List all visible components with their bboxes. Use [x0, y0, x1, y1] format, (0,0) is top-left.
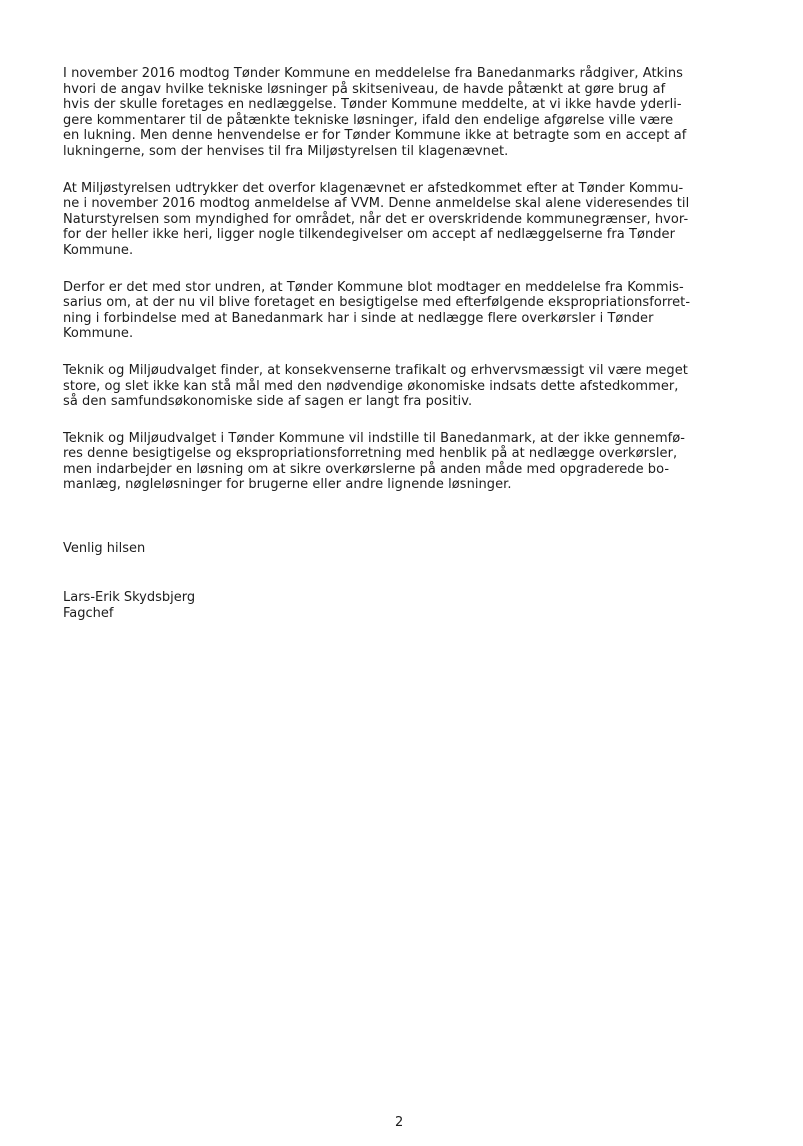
text-line: hvis der skulle foretages en nedlæggelse. Tønder Kommune meddelte, at vi ikke havde yderli-	[63, 97, 682, 113]
signature-block	[63, 590, 195, 622]
text-line: res denne besigtigelse og ekspropriationsforretning med henblik på at nedlægge overkørsler,	[63, 446, 678, 462]
text-line: I november 2016 modtog Tønder Kommune en meddelelse fra Banedanmarks rådgiver, Atkins	[63, 66, 683, 81]
signatory-title: Fagchef	[63, 606, 114, 621]
text-line: sarius om, at der nu vil blive foretaget en besigtigelse med efterfølgende ekspropriationsforret-	[63, 295, 691, 311]
text-line: Derfor er det med stor undren, at Tønder Kommune blot modtager en meddelelse fra Kommis-	[63, 279, 684, 295]
paragraph-4	[63, 363, 743, 410]
text-line: Naturstyrelsen som myndighed for området, når det er overskridende kommunegrænser, hvor-	[63, 211, 689, 227]
text-line: hvori de angav hvilke tekniske løsninger på skitseniveau, de havde påtænkt at gøre brug af	[63, 81, 666, 97]
text-line: Kommune.	[63, 242, 134, 258]
text-line: ne i november 2016 modtog anmeldelse af VVM. Denne anmeldelse skal alene videresendes til	[63, 196, 690, 212]
paragraph-2	[63, 181, 743, 259]
text-line: Teknik og Miljøudvalget i Tønder Kommune vil indstille til Banedanmark, at der ikke gennemfø-	[63, 430, 686, 446]
text-line: manlæg, nøgleløsninger for brugerne eller andre lignende løsninger.	[63, 477, 512, 493]
signatory-name: Lars-Erik Skydsbjerg	[63, 590, 196, 605]
text-line: At Miljøstyrelsen udtrykker det overfor klagenævnet er afstedkommet efter at Tønder Kommu-	[63, 180, 684, 196]
text-line: så den samfundsøkonomiske side af sagen er langt fra positiv.	[63, 394, 473, 410]
text-line: Teknik og Miljøudvalget finder, at konsekvenserne trafikalt og erhvervsmæssigt vil være meget	[63, 362, 688, 378]
text-line: gere kommentarer til de påtænkte tekniske løsninger, ifald den endelige afgørelse ville være	[63, 112, 674, 128]
letter-body	[63, 66, 743, 514]
paragraph-5	[63, 431, 743, 493]
text-line: men indarbejder en løsning om at sikre overkørslerne på anden måde med opgraderede bo-	[63, 461, 670, 477]
page-number: 2	[395, 1115, 404, 1130]
paragraph-1	[63, 66, 743, 160]
text-line: en lukning. Men denne henvendelse er for Tønder Kommune ikke at betragte som en accept af	[63, 128, 687, 144]
text-line: lukningerne, som der henvises til fra Miljøstyrelsen til klagenævnet.	[63, 143, 509, 159]
closing-greeting: Venlig hilsen	[63, 541, 146, 556]
text-line: ning i forbindelse med at Banedanmark har i sinde at nedlægge flere overkørsler i Tønder	[63, 310, 654, 326]
text-line: Kommune.	[63, 326, 134, 342]
text-line: for der heller ikke heri, ligger nogle tilkendegivelser om accept af nedlæggelserne fra Tønder	[63, 227, 675, 243]
paragraph-3	[63, 280, 743, 342]
text-line: store, og slet ikke kan stå mål med den nødvendige økonomiske indsats dette afstedkommer,	[63, 378, 679, 394]
